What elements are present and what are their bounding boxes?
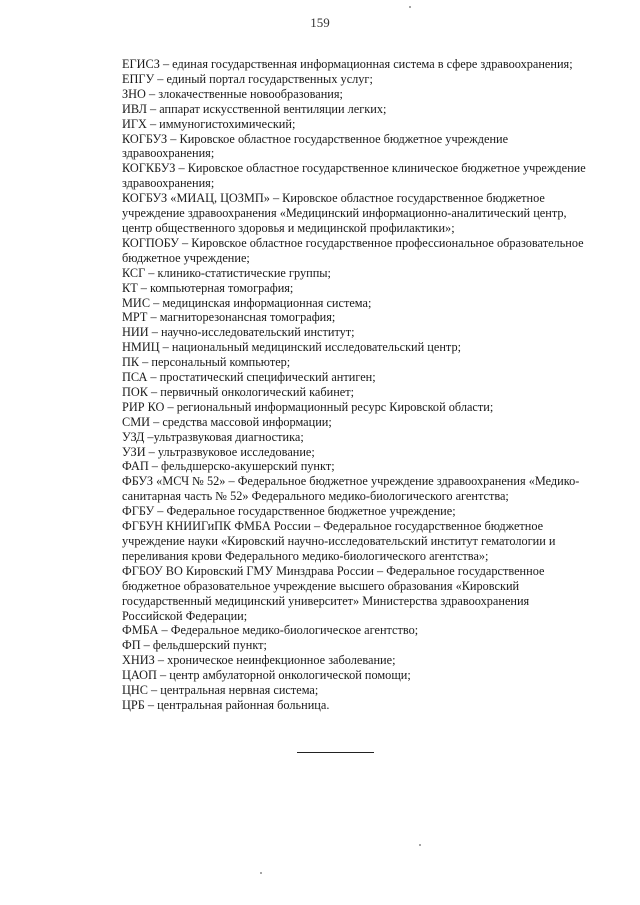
abbreviation-entry: ФГБУ – Федеральное государственное бюджетное учреждение; xyxy=(122,504,456,519)
scan-speck xyxy=(409,6,411,8)
abbreviation-entry: КОГПОБУ – Кировское областное государственное профессиональное образовательное бюджетное учреждение; xyxy=(122,235,584,265)
abbreviation-entry: ПОК – первичный онкологический кабинет; xyxy=(122,384,355,399)
abbreviation-entry: ХНИЗ – хроническое неинфекционное заболевание; xyxy=(122,653,396,668)
abbreviation-entry: ЕПГУ – единый портал государственных услуг; xyxy=(122,71,373,86)
abbreviation-entry: ЦНС – центральная нервная система; xyxy=(122,683,319,698)
abbreviation-entry: ФП – фельдшерский пункт; xyxy=(122,638,267,653)
abbreviation-entry: КОГКБУЗ – Кировское областное государственное клиническое бюджетное учреждение здравоохранения; xyxy=(122,161,586,191)
abbreviation-entry: КОГБУЗ – Кировское областное государственное бюджетное учреждение здравоохранения; xyxy=(122,131,509,161)
abbreviation-entry: ПК – персональный компьютер; xyxy=(122,355,291,370)
abbreviation-entry: СМИ – средства массовой информации; xyxy=(122,414,332,429)
abbreviation-entry: ФГБОУ ВО Кировский ГМУ Минздрава России – Федеральное государственное бюджетное образовательное учреждение высшего образования «Кировский государственный медицинский университет» Министерства здравоохранения Российской Федерации; xyxy=(122,563,545,623)
abbreviation-entry: ПСА – простатический специфический антиген; xyxy=(122,370,376,385)
abbreviation-entry: ФМБА – Федеральное медико-биологическое агентство; xyxy=(122,623,419,638)
page-number: 159 xyxy=(310,15,330,30)
abbreviation-entry: ИГХ – иммуногистохимический; xyxy=(122,116,296,131)
abbreviation-entry: ЕГИСЗ – единая государственная информационная система в сфере здравоохранения; xyxy=(122,57,573,71)
abbreviation-entry: УЗИ – ультразвуковое исследование; xyxy=(122,444,315,459)
abbreviation-entry: РИР КО – региональный информационный ресурс Кировской области; xyxy=(122,399,494,414)
abbreviation-entry: ФАП – фельдшерско-акушерский пункт; xyxy=(122,459,335,474)
scan-speck xyxy=(260,872,262,874)
abbreviation-entry: ФГБУН КНИИГиПК ФМБА России – Федеральное государственное бюджетное учреждение науки «Кировский научно-исследовательский институт гематологии и переливания крови Федерального медико-биологического агентства»; xyxy=(122,519,556,563)
abbreviation-entry: НМИЦ – национальный медицинский исследовательский центр; xyxy=(122,340,462,355)
abbreviation-entry: КОГБУЗ «МИАЦ, ЦОЗМП» – Кировское областное государственное бюджетное учреждение здравоохранения «Медицинский информационно-аналитический центр, центр общественного здоровья и медицинской профилактики»; xyxy=(122,191,567,235)
abbreviation-entry: НИИ – научно-исследовательский институт; xyxy=(122,325,355,340)
abbreviation-entry: ЦРБ – центральная районная больница. xyxy=(122,697,330,712)
closing-rule xyxy=(297,752,374,753)
abbreviation-entry: КТ – компьютерная томография; xyxy=(122,280,294,295)
abbreviation-entry: ФБУЗ «МСЧ № 52» – Федеральное бюджетное учреждение здравоохранения «Медико-санитарная часть № 52» Федерального медико-биологического агентства; xyxy=(122,474,580,504)
abbreviation-entry: УЗД –ультразвуковая диагностика; xyxy=(122,429,304,444)
abbreviation-entry: КСГ – клинико-статистические группы; xyxy=(122,265,331,280)
scan-speck xyxy=(419,844,421,846)
abbreviation-entry: МИС – медицинская информационная система; xyxy=(122,295,372,310)
abbreviation-entry: ЗНО – злокачественные новообразования; xyxy=(122,86,343,101)
abbreviation-entry: ИВЛ – аппарат искусственной вентиляции легких; xyxy=(122,101,387,116)
abbreviation-entry: МРТ – магниторезонансная томография; xyxy=(122,310,336,325)
abbreviation-entry: ЦАОП – центр амбулаторной онкологической помощи; xyxy=(122,668,411,683)
abbreviation-list xyxy=(122,57,592,713)
